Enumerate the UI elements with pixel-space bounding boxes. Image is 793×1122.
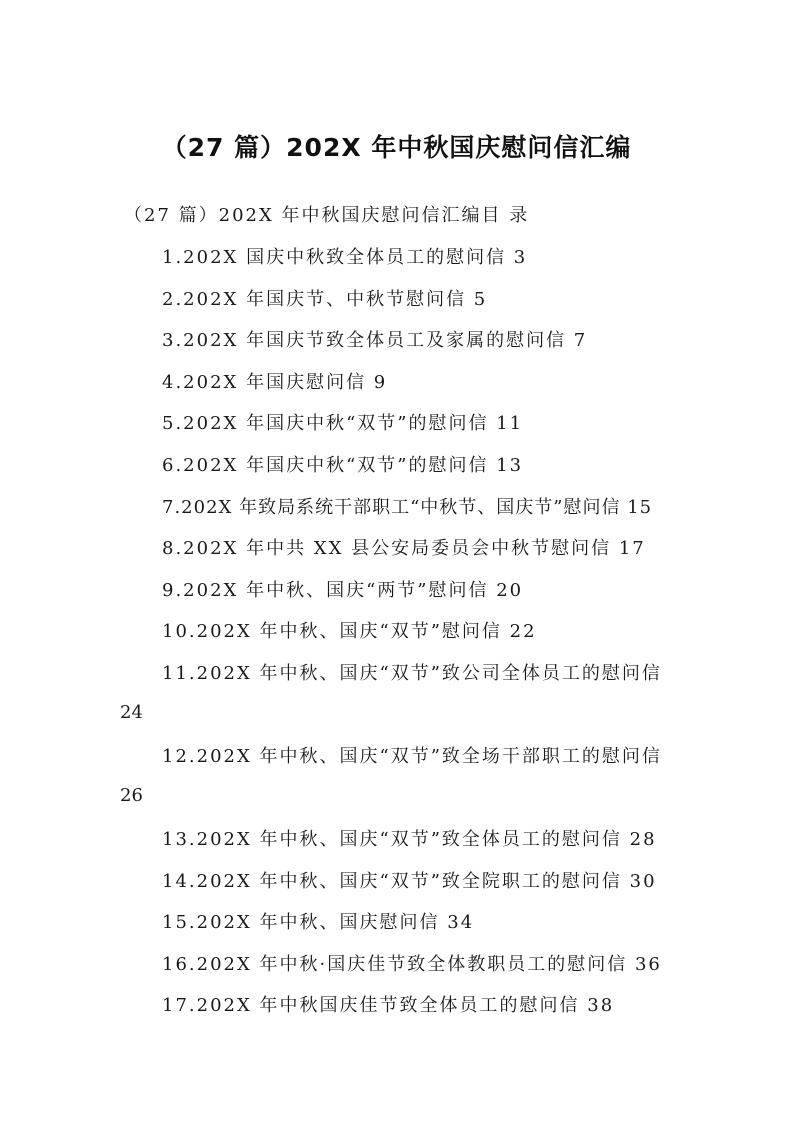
- toc-item[interactable]: 2.202X 年国庆节、中秋节慰问信 5: [162, 289, 488, 310]
- toc-item[interactable]: 12.202X 年中秋、国庆“双节”致全场干部职工的慰问信: [162, 746, 662, 767]
- toc-item-page: 24: [120, 702, 143, 723]
- toc-item[interactable]: 13.202X 年中秋、国庆“双节”致全体员工的慰问信 28: [162, 829, 657, 850]
- toc-item[interactable]: 10.202X 年中秋、国庆“双节”慰问信 22: [162, 621, 537, 642]
- toc-item[interactable]: 3.202X 年国庆节致全体员工及家属的慰问信 7: [162, 330, 588, 351]
- toc-item[interactable]: 14.202X 年中秋、国庆“双节”致全院职工的慰问信 30: [162, 871, 657, 892]
- toc-item[interactable]: 17.202X 年中秋国庆佳节致全体员工的慰问信 38: [162, 995, 615, 1016]
- toc-item[interactable]: 16.202X 年中秋·国庆佳节致全体教职员工的慰问信 36: [162, 954, 662, 975]
- document-title: （27 篇）202X 年中秋国庆慰问信汇编: [161, 133, 632, 162]
- toc-item[interactable]: 7.202X 年致局系统干部职工“中秋节、国庆节”慰问信 15: [162, 497, 653, 518]
- toc-item[interactable]: 4.202X 年国庆慰问信 9: [162, 372, 388, 393]
- toc-item[interactable]: 1.202X 国庆中秋致全体员工的慰问信 3: [162, 247, 528, 268]
- toc-heading: （27 篇）202X 年中秋国庆慰问信汇编目 录: [124, 205, 530, 226]
- toc-item-page: 26: [120, 785, 143, 806]
- toc-item[interactable]: 15.202X 年中秋、国庆慰问信 34: [162, 912, 475, 933]
- toc-item[interactable]: 5.202X 年国庆中秋“双节”的慰问信 11: [162, 413, 524, 434]
- toc-item[interactable]: 9.202X 年中秋、国庆“两节”慰问信 20: [162, 580, 524, 601]
- toc-item[interactable]: 11.202X 年中秋、国庆“双节”致公司全体员工的慰问信: [162, 663, 662, 684]
- toc-item[interactable]: 8.202X 年中共 XX 县公安局委员会中秋节慰问信 17: [162, 538, 646, 559]
- toc-item[interactable]: 6.202X 年国庆中秋“双节”的慰问信 13: [162, 455, 524, 476]
